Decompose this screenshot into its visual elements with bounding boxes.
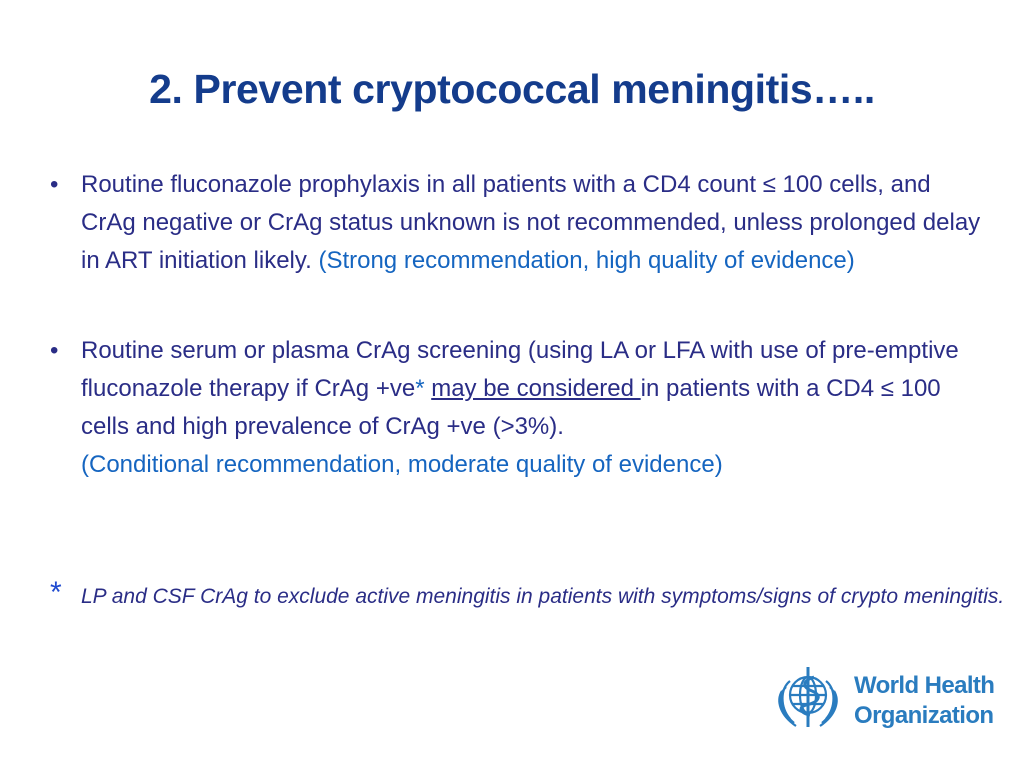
slide-title: 2. Prevent cryptococcal meningitis….. <box>149 66 875 112</box>
footnote-asterisk: * <box>415 375 425 402</box>
bullet-text: Routine serum or plasma CrAg screening (using LA or LFA with use of pre-emptive fluconazole therapy if CrAg +ve <box>81 337 959 402</box>
bullet-text: Routine fluconazole prophylaxis in all patients with a CD4 count ≤ 100 cells, and CrAg negative or CrAg status unknown is not recommended, unless prolonged delay in ART initiation likely. <box>81 171 981 274</box>
bullet-list <box>50 166 990 484</box>
bullet-text-continued: in patients with a CD4 ≤ 100 cells and high prevalence of CrAg +ve (>3%). <box>81 375 941 440</box>
bullet-item-screening <box>50 332 990 484</box>
org-name-line1: World Health <box>854 672 995 699</box>
evidence-note: (Conditional recommendation, moderate quality of evidence) <box>81 451 723 478</box>
who-logo <box>768 655 998 745</box>
bullet-item-prophylaxis <box>50 166 990 280</box>
bullet-dot: • <box>50 171 59 198</box>
footnote-text: LP and CSF CrAg to exclude active meningitis in patients with symptoms/signs of crypto meningitis. <box>81 585 1005 608</box>
footnote-star: * <box>50 576 62 609</box>
evidence-note: (Strong recommendation, high quality of evidence) <box>318 247 855 274</box>
bullet-dot: • <box>50 337 59 364</box>
who-emblem-icon <box>768 655 848 741</box>
footnote <box>50 578 1011 616</box>
underlined-phrase: may be considered <box>431 375 641 402</box>
org-name-line2: Organization <box>854 702 994 729</box>
organization-name <box>854 671 994 731</box>
